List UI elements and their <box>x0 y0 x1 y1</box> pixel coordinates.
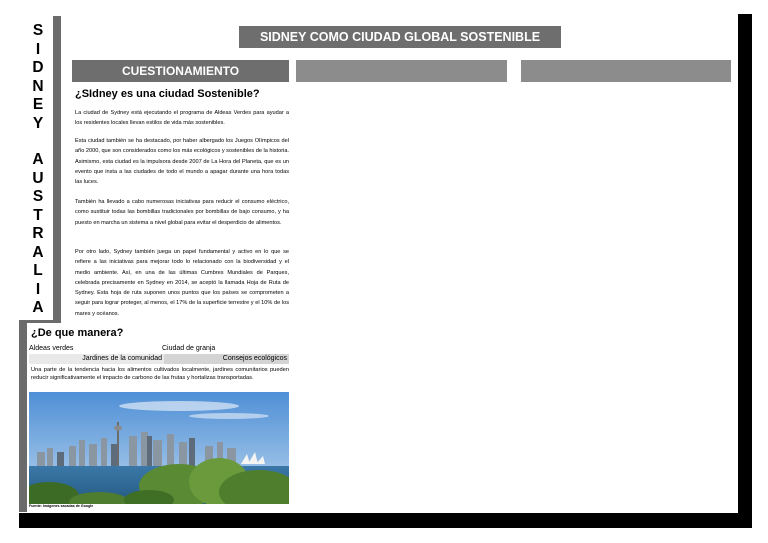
tab-cuestionamiento[interactable]: CUESTIONAMIENTO <box>72 60 289 82</box>
paragraph-bottom: Una parte de la tendencia hacia los alimentos cultivados localmente, jardines comunitarios pueden reducir significativamente el impacto de carbono de las frutas y hortalizas transportadas. <box>31 367 289 382</box>
vertical-letter: A <box>32 299 44 316</box>
section-heading: ¿SIdney es una ciudad Sostenible? <box>75 88 260 100</box>
vertical-letter: E <box>32 96 44 113</box>
vertical-letter: S <box>32 188 44 205</box>
paragraph-3: También ha llevado a cabo numerosas iniciativas para reducir el consumo eléctrico, como sustituir todas las bombillas tradicionales por bombillas de bajo consumo, y ha puesto en marcha un sistema a nivel global para evitar el desperdicio de alimentos. <box>75 199 289 226</box>
sidebar-grey-edge <box>53 16 61 321</box>
page-title: SIDNEY COMO CIUDAD GLOBAL SOSTENIBLE <box>239 26 561 48</box>
vertical-letter: D <box>32 59 44 76</box>
vertical-letter: U <box>32 169 44 187</box>
photo-caption: Fuente: Imágenes sacadas de Google <box>29 504 94 508</box>
tag-jardines-comunidad[interactable]: Jardines de la comunidad <box>29 354 164 364</box>
vertical-title <box>27 22 49 318</box>
frame-bottom <box>19 513 752 528</box>
tag-aldeas-verdes[interactable]: Aldeas verdes <box>29 345 74 352</box>
vertical-gap <box>27 133 49 151</box>
frame-left-lower <box>19 320 27 512</box>
vertical-letter: Y <box>32 114 44 132</box>
paragraph-1: La ciudad de Sydney está ejecutando el programa de Aldeas Verdes para ayudar a los residentes locales llevan estilos de vida más sostenibles. <box>75 110 289 127</box>
vertical-letter: A <box>32 151 44 168</box>
vertical-letter: I <box>35 40 41 58</box>
vertical-letter: N <box>32 77 44 95</box>
vertical-letter: T <box>33 206 43 224</box>
tag-consejos-ecologicos[interactable]: Consejos ecológicos <box>164 354 289 364</box>
frame-right <box>738 14 752 528</box>
vertical-letter: A <box>32 243 44 261</box>
paragraph-4: Por otro lado, Sydney también juega un papel fundamental y activo en lo que se refiere a las iniciativas para mejorar todo lo relacionado con la biodiversidad y el medio ambiente. Así, en una de las últimas Cumbres Mundiales de Parques, celebrada precisamente en Sydney en 2014, se aceptó la llamada Hoja de Ruta de Sydney. Esta hoja de ruta suponen unos puntos que los países se comprometen a seguir para lograr proteger, al menos, el 17% de la superficie terrestre y el 10% de los mares y océanos. <box>75 249 289 317</box>
section-heading-2: ¿De que manera? <box>31 327 124 339</box>
tab-empty-3[interactable] <box>521 60 731 82</box>
tab-empty-2[interactable] <box>296 60 507 82</box>
vertical-letter: L <box>33 262 43 279</box>
vertical-letter: I <box>35 280 41 298</box>
sydney-skyline-photo <box>29 392 289 504</box>
paragraph-2: Esta ciudad también se ha destacado, por haber albergado los Juegos Olímpicos del año 2000, que son considerados como los más ecológicos y sostenibles de la historia. Asimismo, esta ciudad es la impulsora desde 2007 de La Hora del Planeta, que es un evento que insta a las ciudades de todo el mundo a apagar durante una hora todas las luces. <box>75 138 289 186</box>
vertical-letter: R <box>32 225 44 242</box>
frame-left-step <box>19 320 61 323</box>
vertical-letter: S <box>32 22 44 39</box>
tag-ciudad-de-granja[interactable]: Ciudad de granja <box>162 345 216 352</box>
